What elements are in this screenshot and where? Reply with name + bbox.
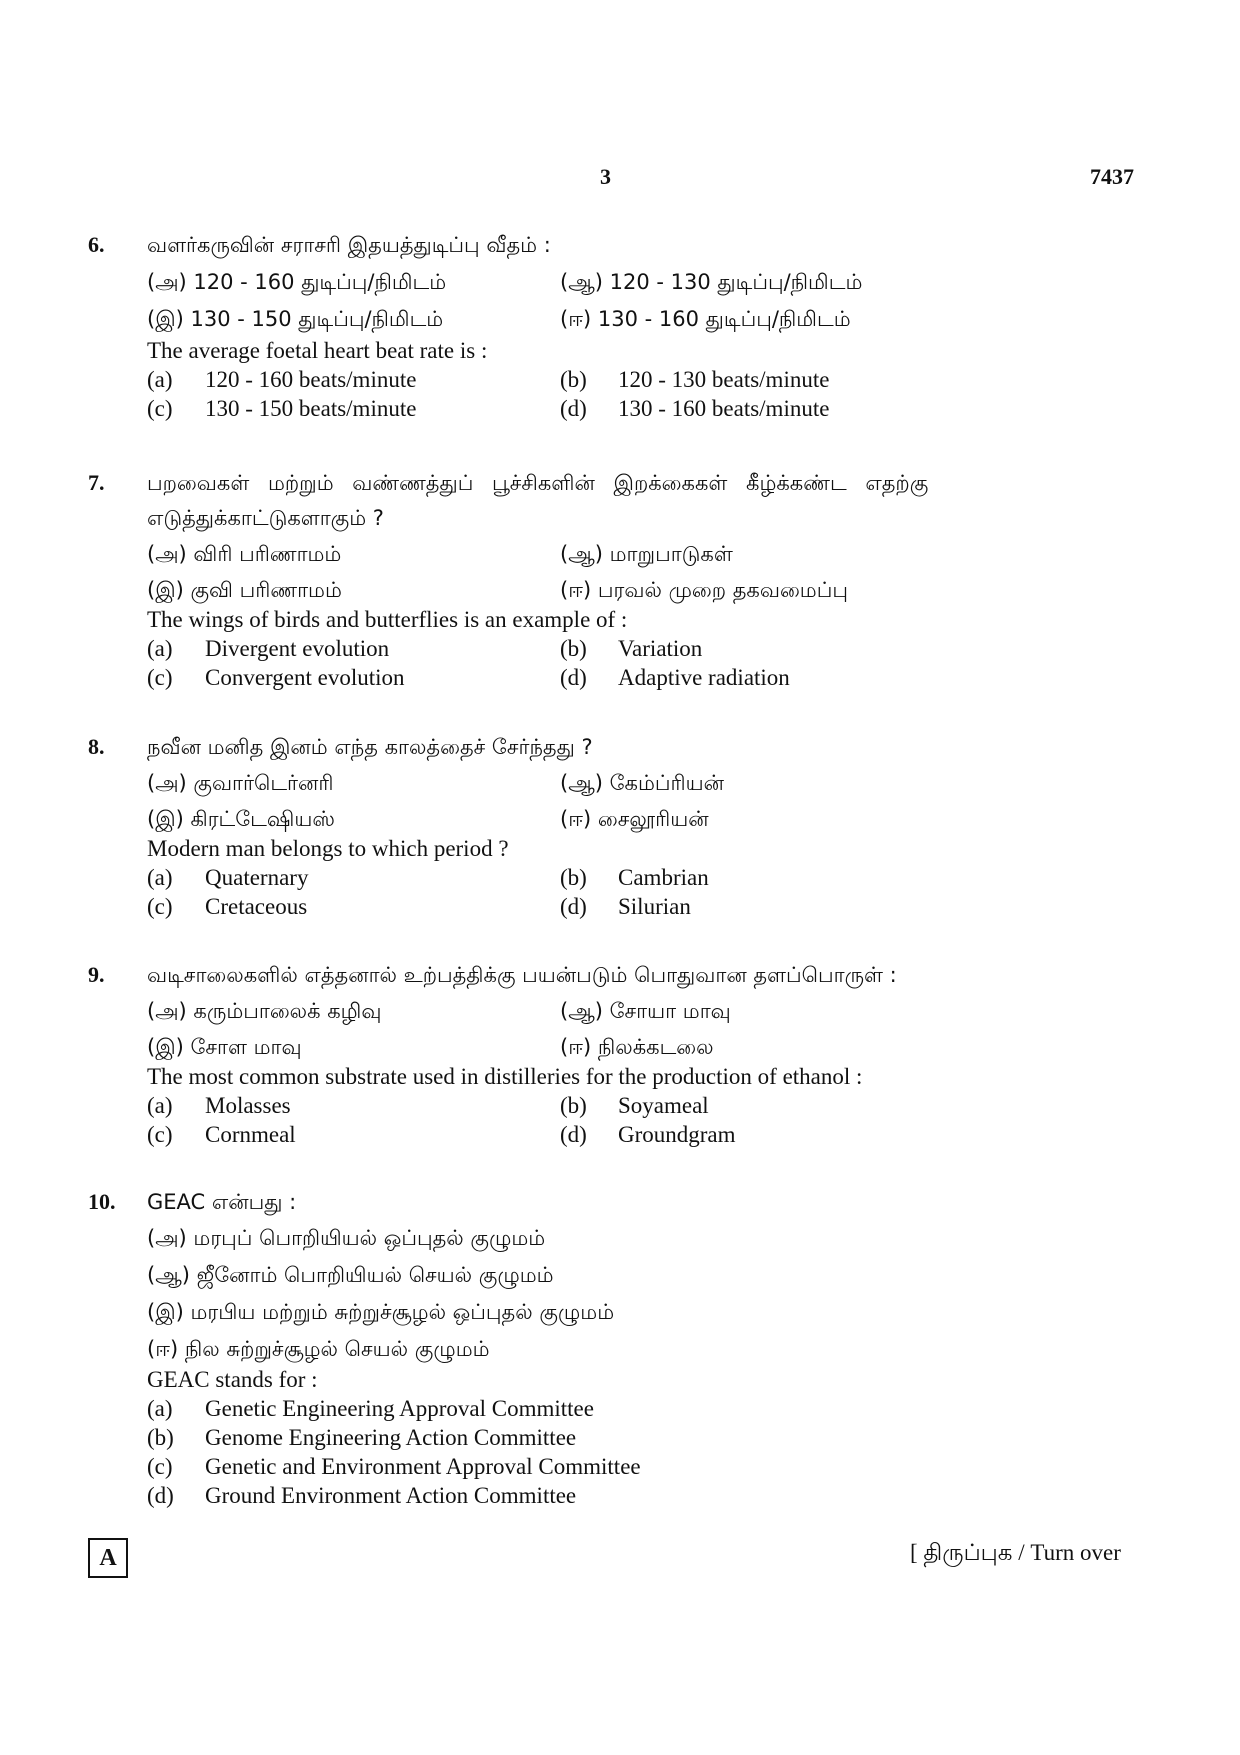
english-question: GEAC stands for : <box>147 1367 318 1392</box>
english-option-label: (b) <box>560 1093 587 1118</box>
english-option-text: 130 - 150 beats/minute <box>205 396 417 421</box>
english-option-label: (d) <box>560 665 587 690</box>
tamil-question: பறவைகள் மற்றும் வண்ணத்துப் பூச்சிகளின் இறக்கைகள் கீழ்க்கண்ட எதற்கு <box>147 471 929 495</box>
tamil-option: (ஈ) 130 - 160 துடிப்பு/நிமிடம் <box>560 307 851 331</box>
english-option-label: (a) <box>147 1093 173 1118</box>
english-option-label: (a) <box>147 367 173 392</box>
tamil-option: (அ) 120 - 160 துடிப்பு/நிமிடம் <box>147 270 447 294</box>
tamil-option: (ஆ) சோயா மாவு <box>560 999 731 1023</box>
english-question: The wings of birds and butterflies is an example of : <box>147 607 628 632</box>
tamil-question: நவீன மனித இனம் எந்த காலத்தைச் சேர்ந்தது ? <box>147 735 593 759</box>
english-option-text: Genetic Engineering Approval Committee <box>205 1396 594 1421</box>
tamil-option: (அ) கரும்பாலைக் கழிவு <box>147 999 382 1023</box>
english-question: The average foetal heart beat rate is : <box>147 338 488 363</box>
exam-code: 7437 <box>1090 164 1134 189</box>
english-option-label: (d) <box>560 1122 587 1147</box>
english-option-label: (b) <box>560 636 587 661</box>
english-option-label: (b) <box>147 1425 174 1450</box>
tamil-question-continued: எடுத்துக்காட்டுகளாகும் ? <box>147 506 384 530</box>
tamil-option: (ஈ) நில சுற்றுச்சூழல் செயல் குழுமம் <box>147 1337 490 1361</box>
english-option-label: (c) <box>147 1454 173 1479</box>
english-option-text: 120 - 130 beats/minute <box>618 367 830 392</box>
english-option-text: Molasses <box>205 1093 291 1118</box>
english-option-label: (c) <box>147 396 173 421</box>
english-option-text: Cornmeal <box>205 1122 296 1147</box>
english-option-label: (b) <box>560 367 587 392</box>
english-option-label: (d) <box>147 1483 174 1508</box>
english-option-text: Adaptive radiation <box>618 665 790 690</box>
tamil-option: (ஆ) கேம்ப்ரியன் <box>560 771 724 795</box>
english-option-text: Cretaceous <box>205 894 308 919</box>
english-option-label: (c) <box>147 1122 173 1147</box>
english-option-label: (a) <box>147 865 173 890</box>
english-option-text: 130 - 160 beats/minute <box>618 396 830 421</box>
english-option-text: Quaternary <box>205 865 309 890</box>
tamil-question: GEAC என்பது : <box>147 1190 297 1214</box>
question-number: 8. <box>88 734 105 759</box>
tamil-option: (இ) குவி பரிணாமம் <box>147 578 342 602</box>
english-option-text: Soyameal <box>618 1093 709 1118</box>
question-number: 9. <box>88 962 105 987</box>
english-option-label: (d) <box>560 396 587 421</box>
english-question: Modern man belongs to which period ? <box>147 836 509 861</box>
tamil-option: (இ) கிரட்டேஷியஸ் <box>147 807 335 831</box>
tamil-option: (அ) விரி பரிணாமம் <box>147 542 342 566</box>
tamil-option: (ஈ) சைலூரியன் <box>560 807 709 831</box>
tamil-option: (அ) மரபுப் பொறியியல் ஒப்புதல் குழுமம் <box>147 1226 546 1250</box>
tamil-option: (ஈ) பரவல் முறை தகவமைப்பு <box>560 578 848 602</box>
tamil-option: (இ) மரபிய மற்றும் சுற்றுச்சூழல் ஒப்புதல் குழுமம் <box>147 1300 615 1324</box>
english-option-text: Convergent evolution <box>205 665 405 690</box>
english-option-label: (b) <box>560 865 587 890</box>
tamil-option: (ஆ) 120 - 130 துடிப்பு/நிமிடம் <box>560 270 863 294</box>
english-option-text: Ground Environment Action Committee <box>205 1483 577 1508</box>
tamil-option: (ஆ) ஜீனோம் பொறியியல் செயல் குழுமம் <box>147 1263 554 1287</box>
turn-over-note: [ திருப்புக / Turn over <box>910 1540 1121 1565</box>
english-option-text: Cambrian <box>618 865 709 890</box>
english-option-label: (d) <box>560 894 587 919</box>
english-option-text: Genetic and Environment Approval Committee <box>205 1454 641 1479</box>
tamil-option: (ஆ) மாறுபாடுகள் <box>560 542 733 566</box>
tamil-option: (இ) 130 - 150 துடிப்பு/நிமிடம் <box>147 307 444 331</box>
english-option-text: Divergent evolution <box>205 636 390 661</box>
english-option-text: Groundgram <box>618 1122 736 1147</box>
english-option-label: (a) <box>147 1396 173 1421</box>
english-option-text: Variation <box>618 636 703 661</box>
page-number: 3 <box>600 164 611 189</box>
question-number: 6. <box>88 232 105 257</box>
english-option-label: (a) <box>147 636 173 661</box>
question-number: 7. <box>88 470 105 495</box>
english-option-label: (c) <box>147 894 173 919</box>
tamil-option: (அ) குவார்டெர்னரி <box>147 771 334 795</box>
english-option-text: 120 - 160 beats/minute <box>205 367 417 392</box>
english-question: The most common substrate used in distilleries for the production of ethanol : <box>147 1064 863 1089</box>
english-option-text: Genome Engineering Action Committee <box>205 1425 577 1450</box>
tamil-question: வளர்கருவின் சராசரி இதயத்துடிப்பு வீதம் : <box>147 233 551 257</box>
english-option-text: Silurian <box>618 894 691 919</box>
tamil-option: (இ) சோள மாவு <box>147 1035 302 1059</box>
question-number: 10. <box>88 1189 116 1214</box>
english-option-label: (c) <box>147 665 173 690</box>
tamil-question: வடிசாலைகளில் எத்தனால் உற்பத்திக்கு பயன்படும் பொதுவான தளப்பொருள் : <box>147 963 897 987</box>
tamil-option: (ஈ) நிலக்கடலை <box>560 1035 714 1059</box>
series-box: A <box>88 1538 128 1578</box>
